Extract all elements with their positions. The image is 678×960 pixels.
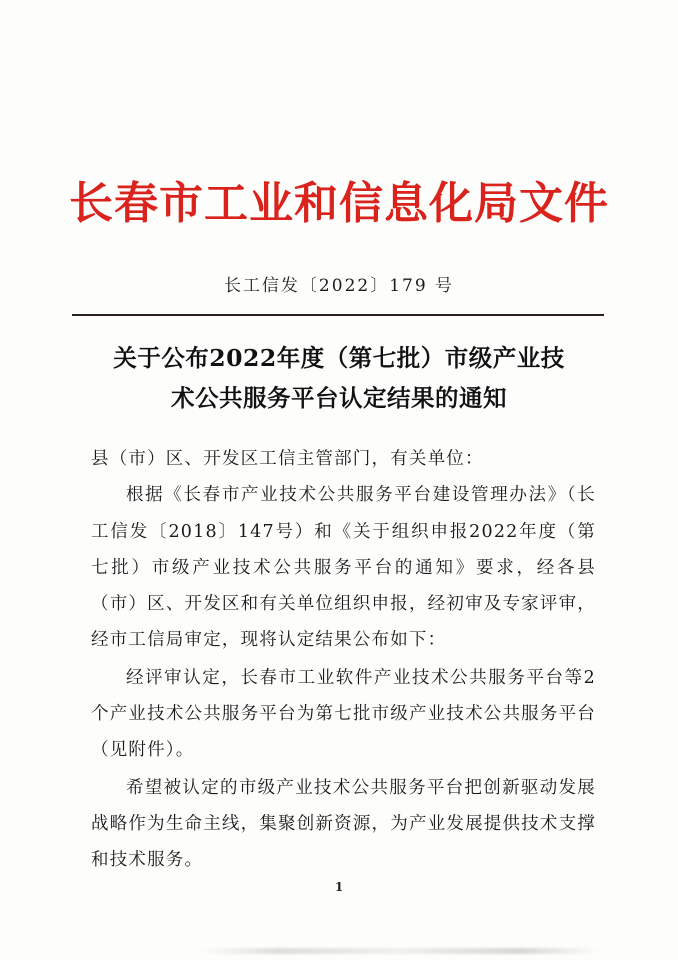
notice-body bbox=[91, 441, 596, 879]
document-number: 长工信发〔2022〕179 号 bbox=[223, 276, 455, 296]
body-paragraph-1: 根据《长春市产业技术公共服务平台建设管理办法》（长工信发〔2018〕147号）和《关于组织申报2022年度（第七批）市级产业技术公共服务平台的通知》要求，经各县（市）区、开发区和有关单位组织申报，经初审及专家评审，经市工信局审定，现将认定结果公布如下： bbox=[91, 485, 596, 651]
notice-title bbox=[0, 338, 678, 418]
body-paragraph-2: 经评审认定，长春市工业软件产业技术公共服务平台等2个产业技术公共服务平台为第七批市级产业技术公共服务平台（见附件）。 bbox=[91, 667, 596, 761]
header-divider bbox=[72, 314, 604, 316]
scan-edge-shadow bbox=[200, 948, 600, 954]
page-number: 1 bbox=[334, 880, 344, 894]
notice-title-line-2: 术公共服务平台认定结果的通知 bbox=[171, 384, 507, 412]
notice-title-line-1: 关于公布2022年度（第七批）市级产业技 bbox=[113, 344, 565, 372]
issuer-title: 长春市工业和信息化局文件 bbox=[69, 178, 609, 229]
body-paragraph-3: 希望被认定的市级产业技术公共服务平台把创新驱动发展战略作为生命主线，集聚创新资源，为产业发展提供技术支撑和技术服务。 bbox=[91, 777, 596, 871]
salutation: 县（市）区、开发区工信主管部门，有关单位： bbox=[91, 449, 484, 469]
